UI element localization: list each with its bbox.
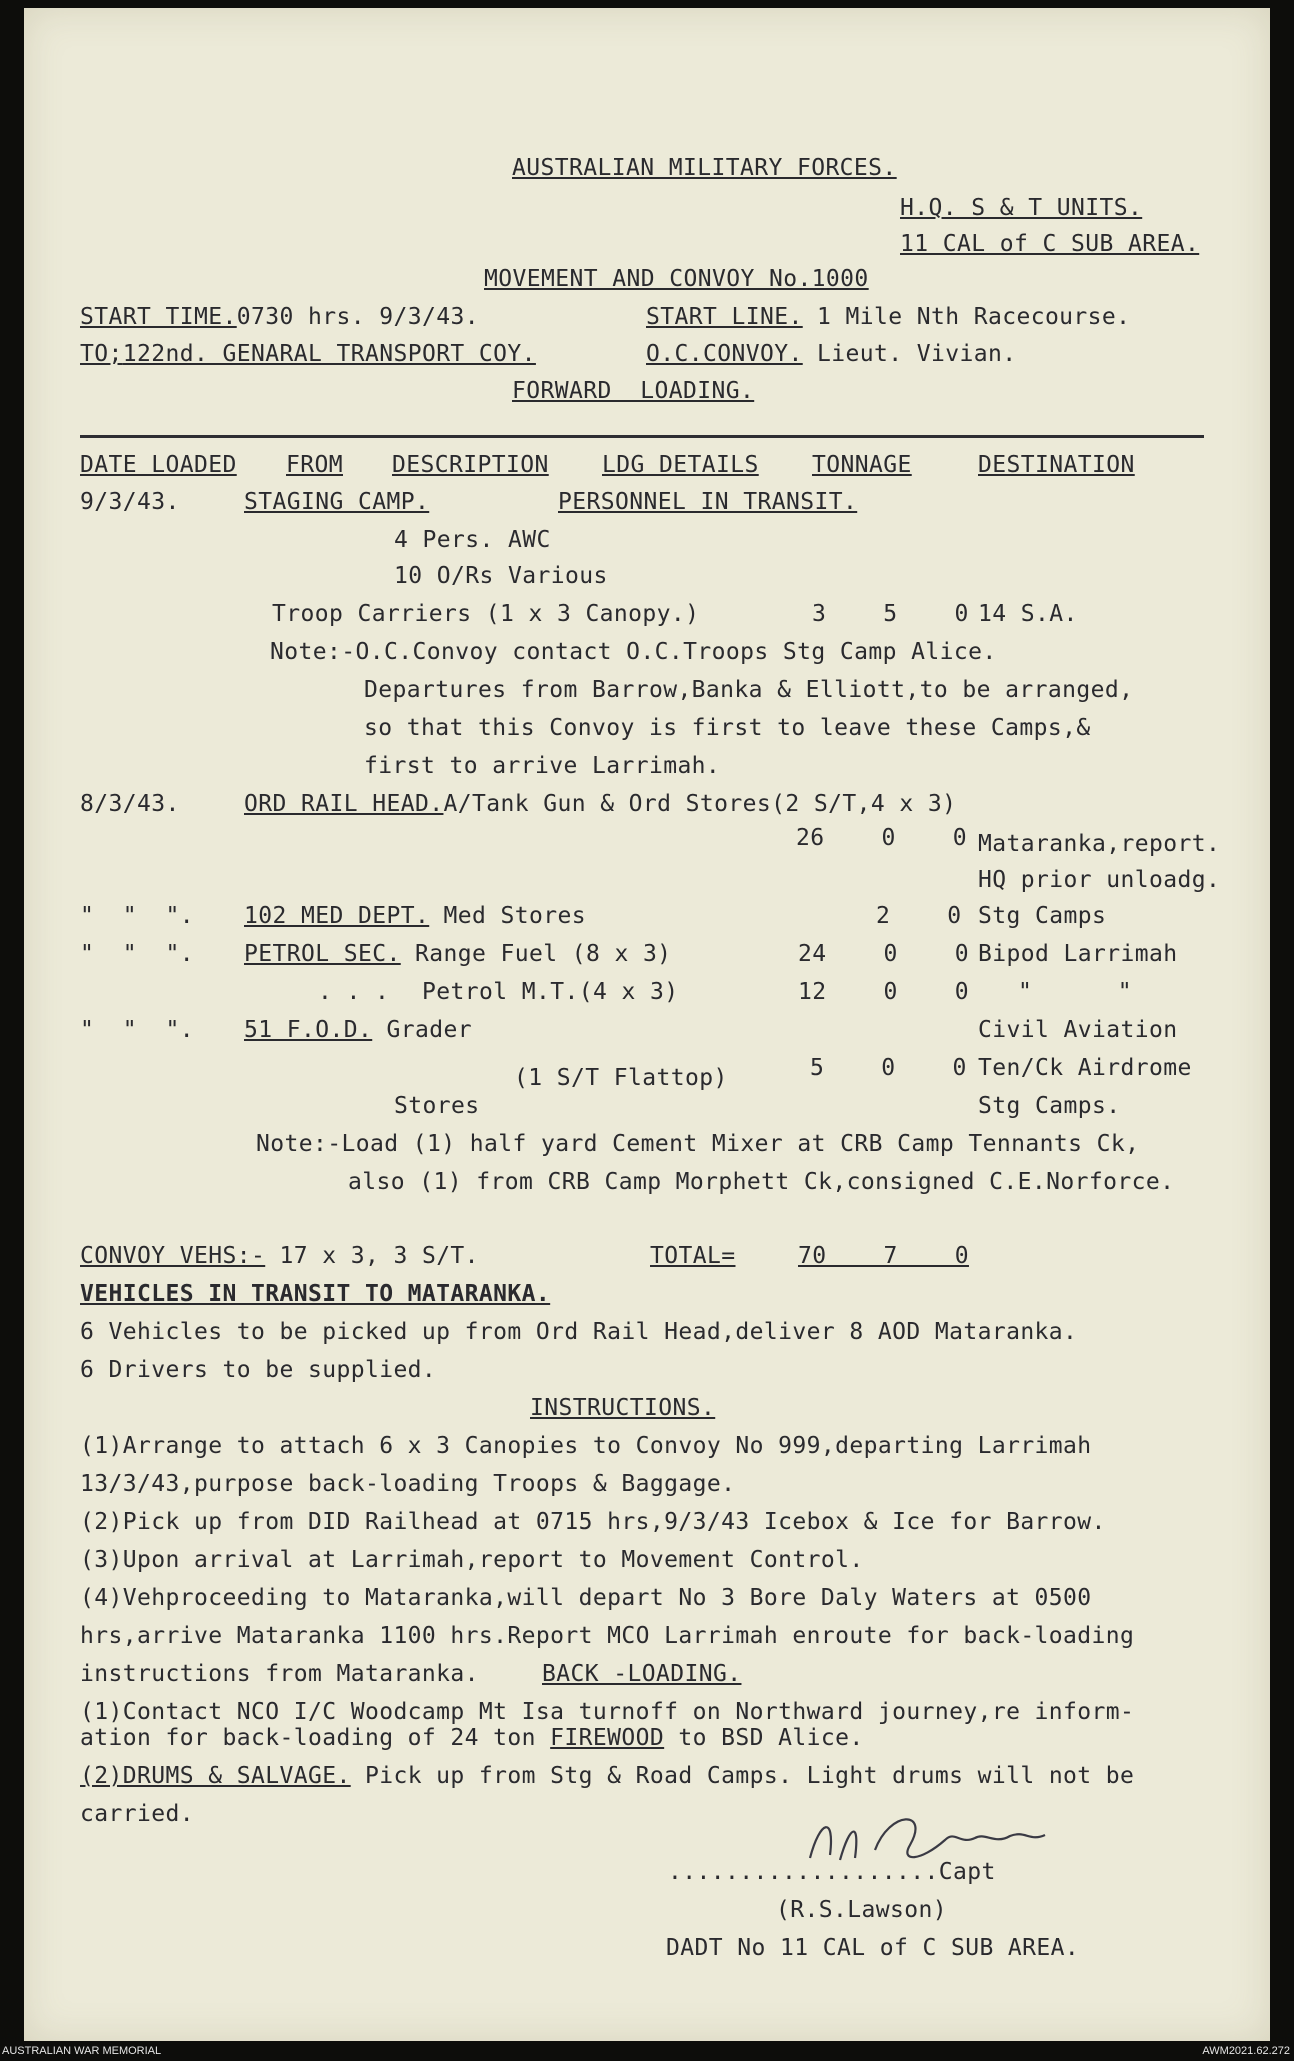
header-from: FROM: [286, 452, 343, 478]
note1-line2: Departures from Barrow,Banka & Elliott,to be arranged,: [364, 677, 1134, 703]
backload-1-line1: (1)Contact NCO I/C Woodcamp Mt Isa turnoff on Northward journey,re inform-: [80, 1699, 1135, 1725]
note1-line4: first to arrive Larrimah.: [364, 753, 721, 779]
row4-date-ditto: " " ".: [80, 941, 194, 967]
row3-date-ditto: " " ".: [80, 903, 194, 929]
row4b-tonnage: 12 0 0: [798, 979, 969, 1005]
total-label: TOTAL=: [650, 1243, 736, 1269]
row2-date: 8/3/43.: [80, 791, 180, 817]
instruction-3: (3)Upon arrival at Larrimah,report to Movement Control.: [80, 1547, 864, 1573]
start-time-label: START TIME.: [80, 304, 237, 330]
backload-1-post: to BSD Alice.: [664, 1725, 864, 1751]
row4-from: PETROL SEC.: [244, 941, 401, 967]
row1-destination: 14 S.A.: [978, 601, 1078, 627]
unit-line-2: 11 CAL of C SUB AREA.: [900, 231, 1200, 257]
header-ldg-details: LDG DETAILS: [602, 452, 759, 478]
org-heading: AUSTRALIAN MILITARY FORCES.: [512, 155, 897, 181]
row5-description: Grader: [386, 1017, 472, 1043]
instruction-4-line2: hrs,arrive Mataranka 1100 hrs.Report MCO Larrimah enroute for back-loading: [80, 1623, 1135, 1649]
row1-troop-carriers: Troop Carriers (1 x 3 Canopy.): [272, 601, 700, 627]
row5-from: 51 F.O.D.: [244, 1017, 373, 1043]
note1-line1: Note:-O.C.Convoy contact O.C.Troops Stg Camp Alice.: [270, 639, 997, 665]
note2-line1: Note:-Load (1) half yard Cement Mixer at CRB Camp Tennants Ck,: [256, 1131, 1140, 1157]
start-time: [80, 303, 479, 331]
row5-line: [244, 1016, 472, 1044]
oc-convoy: [646, 340, 1016, 368]
row3-tonnage: 2 0: [876, 903, 962, 929]
row2-line: [244, 790, 956, 818]
footer-accession-number: AWM2021.62.272: [1202, 2045, 1290, 2057]
signature-dots: ...................Capt: [668, 1859, 996, 1885]
header-date-loaded: DATE LOADED: [80, 452, 237, 478]
convoy-vehicles-value: 17 x 3, 3 S/T.: [279, 1243, 479, 1269]
header-description: DESCRIPTION: [392, 452, 549, 478]
transit-line2: 6 Drivers to be supplied.: [80, 1357, 437, 1383]
start-time-value: 0730 hrs. 9/3/43.: [236, 304, 479, 330]
backload-1-firewood: FIREWOOD: [550, 1725, 665, 1751]
row4-description: Range Fuel (8 x 3): [414, 941, 672, 967]
instruction-4-line1: (4)Vehproceeding to Mataranka,will depart No 3 Bore Daly Waters at 0500: [80, 1585, 1092, 1611]
row5-destination-3: Stg Camps.: [978, 1093, 1121, 1119]
backloading-heading: BACK -LOADING.: [542, 1661, 742, 1687]
backload-2-line2: carried.: [80, 1801, 194, 1827]
row4-destination: Bipod Larrimah: [978, 941, 1178, 967]
row1-other-ranks: 10 O/Rs Various: [394, 563, 608, 589]
oc-convoy-value: Lieut. Vivian.: [816, 341, 1017, 367]
start-line-value: 1 Mile Nth Racecourse.: [816, 304, 1131, 330]
start-line: [646, 303, 1130, 331]
row5-stores: Stores: [394, 1093, 480, 1119]
row4b-destination-ditto: " ": [1018, 979, 1132, 1005]
instruction-1-line1: (1)Arrange to attach 6 x 3 Canopies to Convoy No 999,departing Larrimah: [80, 1433, 1092, 1459]
row5-date-ditto: " " ".: [80, 1017, 194, 1043]
convoy-vehicles-label: CONVOY VEHS:-: [80, 1243, 266, 1269]
instruction-2: (2)Pick up from DID Railhead at 0715 hrs,9/3/43 Icebox & Ice for Barrow.: [80, 1509, 1106, 1535]
row2-destination-1: Mataranka,report.: [978, 831, 1221, 857]
signatory-name: (R.S.Lawson): [776, 1897, 947, 1923]
to-value: 122nd. GENARAL TRANSPORT COY.: [122, 341, 536, 367]
oc-convoy-label: O.C.CONVOY.: [646, 341, 803, 367]
row1-date: 9/3/43.: [80, 489, 180, 515]
row5-destination-1: Civil Aviation: [978, 1017, 1178, 1043]
header-tonnage: TONNAGE: [812, 452, 912, 478]
row1-personnel: 4 Pers. AWC: [394, 527, 551, 553]
document-title: MOVEMENT AND CONVOY No.1000: [484, 266, 869, 292]
backload-2-heading: (2)DRUMS & SALVAGE.: [80, 1763, 351, 1789]
row1-description: PERSONNEL IN TRANSIT.: [558, 489, 858, 515]
note1-line3: so that this Convoy is first to leave these Camps,&: [364, 715, 1091, 741]
row3-line: [244, 902, 586, 930]
row4-line: [244, 940, 671, 968]
total-value: 70 7 0: [798, 1243, 969, 1269]
row1-tonnage: 3 5 0: [812, 601, 969, 627]
backload-1-pre: ation for back-loading of 24 ton: [80, 1725, 551, 1751]
note2-line2: also (1) from CRB Camp Morphett Ck,consigned C.E.Norforce.: [348, 1169, 1175, 1195]
row2-destination-2: HQ prior unloadg.: [978, 867, 1221, 893]
table-rule-top: [80, 435, 1204, 438]
convoy-vehicles: [80, 1242, 479, 1270]
row3-description: Med Stores: [443, 903, 586, 929]
header-destination: DESTINATION: [978, 452, 1135, 478]
row5-flattop: (1 S/T Flattop): [514, 1065, 728, 1091]
instruction-4-line3: instructions from Mataranka.: [80, 1661, 479, 1687]
row2-tonnage: 26 0 0: [796, 825, 967, 851]
row4b-description: Petrol M.T.(4 x 3): [422, 979, 679, 1005]
instructions-heading: INSTRUCTIONS.: [530, 1395, 716, 1421]
row3-destination: Stg Camps: [978, 903, 1107, 929]
backload-2-text: Pick up from Stg & Road Camps. Light drums will not be: [350, 1763, 1135, 1789]
footer-institution: AUSTRALIAN WAR MEMORIAL: [2, 2045, 162, 2057]
to-line: [80, 340, 536, 368]
signatory-title: DADT No 11 CAL of C SUB AREA.: [666, 1935, 1080, 1961]
row2-from: ORD RAIL HEAD.: [244, 791, 444, 817]
forward-loading: FORWARD LOADING.: [512, 378, 755, 404]
instruction-1-line2: 13/3/43,purpose back-loading Troops & Baggage.: [80, 1471, 736, 1497]
start-line-label: START LINE.: [646, 304, 803, 330]
row3-from: 102 MED DEPT.: [244, 903, 430, 929]
row1-from: STAGING CAMP.: [244, 489, 430, 515]
transit-heading: VEHICLES IN TRANSIT TO MATARANKA.: [80, 1281, 551, 1307]
row4-tonnage: 24 0 0: [798, 941, 969, 967]
unit-line-1: H.Q. S & T UNITS.: [900, 195, 1143, 221]
footer-bar: [0, 2041, 1294, 2061]
row2-description: A/Tank Gun & Ord Stores(2 S/T,4 x 3): [443, 791, 957, 817]
to-label: TO;: [80, 341, 123, 367]
row4b-dots: . . .: [318, 979, 390, 1005]
row5-destination-2: Ten/Ck Airdrome: [978, 1055, 1192, 1081]
backload-2-line1: [80, 1762, 1134, 1790]
row5-tonnage: 5 0 0: [810, 1055, 967, 1081]
backload-1-line2: [80, 1724, 864, 1752]
transit-line1: 6 Vehicles to be picked up from Ord Rail Head,deliver 8 AOD Mataranka.: [80, 1319, 1078, 1345]
